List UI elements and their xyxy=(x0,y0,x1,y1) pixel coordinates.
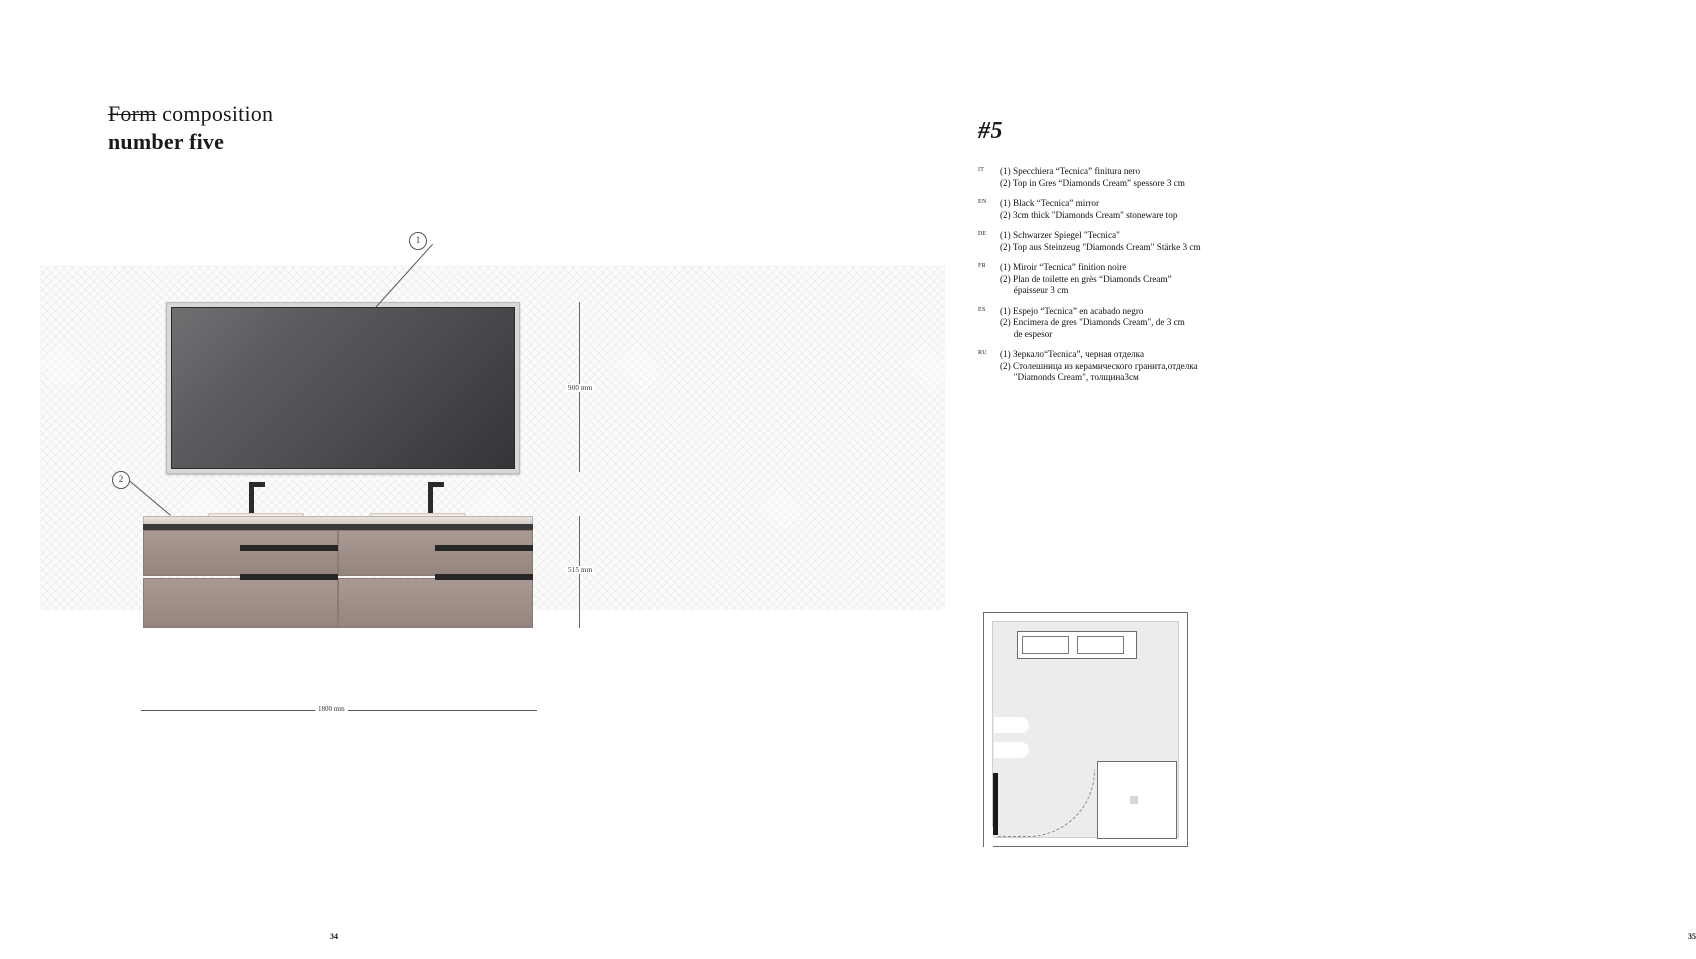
legend-item: (2) Encimera de gres "Diamonds Cream", de 3 cm xyxy=(1000,317,1185,327)
title-struck-word: Form xyxy=(108,101,157,126)
floor-plan-fixture-upper xyxy=(994,717,1029,733)
handle-upper-right xyxy=(435,545,533,551)
legend-lang-en: EN xyxy=(978,199,987,205)
composition-code: #5 xyxy=(978,118,1003,144)
right-page xyxy=(678,0,1696,959)
drawer-upper-right xyxy=(338,530,533,576)
handle-lower-left xyxy=(240,574,338,580)
handle-upper-left xyxy=(240,545,338,551)
legend-item: épaisseur 3 cm xyxy=(1000,285,1069,295)
tap-right xyxy=(428,482,433,516)
legend-item: (1) Зеркало“Tecnica”, черная отделка xyxy=(1000,349,1145,359)
title-line-two: number five xyxy=(108,129,225,154)
legend-group-it xyxy=(978,166,1318,189)
legend-list xyxy=(978,166,1318,393)
legend-group-es xyxy=(978,306,1318,341)
left-page xyxy=(0,0,678,959)
drawer-lower-right xyxy=(338,578,533,628)
page-title xyxy=(108,100,528,156)
legend-group-fr xyxy=(978,262,1318,297)
handle-lower-right xyxy=(435,574,533,580)
legend-group-ru xyxy=(978,349,1318,384)
legend-item: (2) Top aus Steinzeug "Diamonds Cream" Stärke 3 cm xyxy=(1000,241,1201,252)
page-number-left: 34 xyxy=(330,932,338,941)
callout-marker-two: 2 xyxy=(112,471,130,489)
legend-item: (1) Specchiera “Tecnica” finitura nero xyxy=(1000,166,1141,176)
floor-plan-fixture-lower xyxy=(994,742,1029,758)
callout-marker-one: 1 xyxy=(409,232,427,250)
legend-item: (2) Plan de toilette en grès “Diamonds Cream” xyxy=(1000,273,1172,284)
legend-lang-ru: RU xyxy=(978,350,987,356)
legend-item: (2) Top in Gres “Diamonds Cream” spessore 3 cm xyxy=(1000,177,1185,188)
legend-lang-it: IT xyxy=(978,167,985,173)
legend-lang-fr: FR xyxy=(978,263,986,269)
tap-left xyxy=(249,482,254,516)
mirror-glass xyxy=(171,307,515,469)
legend-item: (1) Schwarzer Spiegel "Tecnica" xyxy=(1000,230,1120,240)
dimension-label-total-width: 1800 mm xyxy=(315,705,348,713)
legend-item: (1) Miroir “Tecnica” finition noire xyxy=(1000,262,1127,272)
floor-plan-basin-right xyxy=(1077,636,1124,654)
floor-plan-basin-left xyxy=(1022,636,1069,654)
dimension-label-mirror-height: 900 mm xyxy=(568,384,593,392)
floor-plan-drain xyxy=(1130,796,1138,804)
drawer-upper-left xyxy=(143,530,338,576)
legend-item: "Diamonds Cream", толщина3см xyxy=(1000,372,1139,382)
legend-group-de xyxy=(978,230,1318,253)
floor-plan-wall-gap xyxy=(984,827,993,849)
title-line-one xyxy=(108,100,528,128)
dimension-label-unit-height: 515 mm xyxy=(568,566,593,574)
legend-group-en xyxy=(978,198,1318,221)
mirror-tecnica xyxy=(166,302,520,474)
legend-item: (2) Столешница из керамического гранита,отделка xyxy=(1000,360,1198,371)
legend-item: (1) Espejo “Tecnica” en acabado negro xyxy=(1000,305,1144,316)
legend-item: (1) Black “Tecnica” mirror xyxy=(1000,198,1100,208)
page-number-right: 35 xyxy=(1688,932,1696,941)
legend-lang-es: ES xyxy=(978,306,986,313)
floor-plan-door-leaf xyxy=(993,773,998,835)
drawer-lower-left xyxy=(143,578,338,628)
legend-item: de espesor xyxy=(1000,328,1053,339)
title-rest: composition xyxy=(156,101,274,126)
legend-item: (2) 3cm thick "Diamonds Cream" stoneware top xyxy=(1000,209,1178,220)
floor-plan xyxy=(983,612,1188,847)
legend-lang-de: DE xyxy=(978,231,987,237)
